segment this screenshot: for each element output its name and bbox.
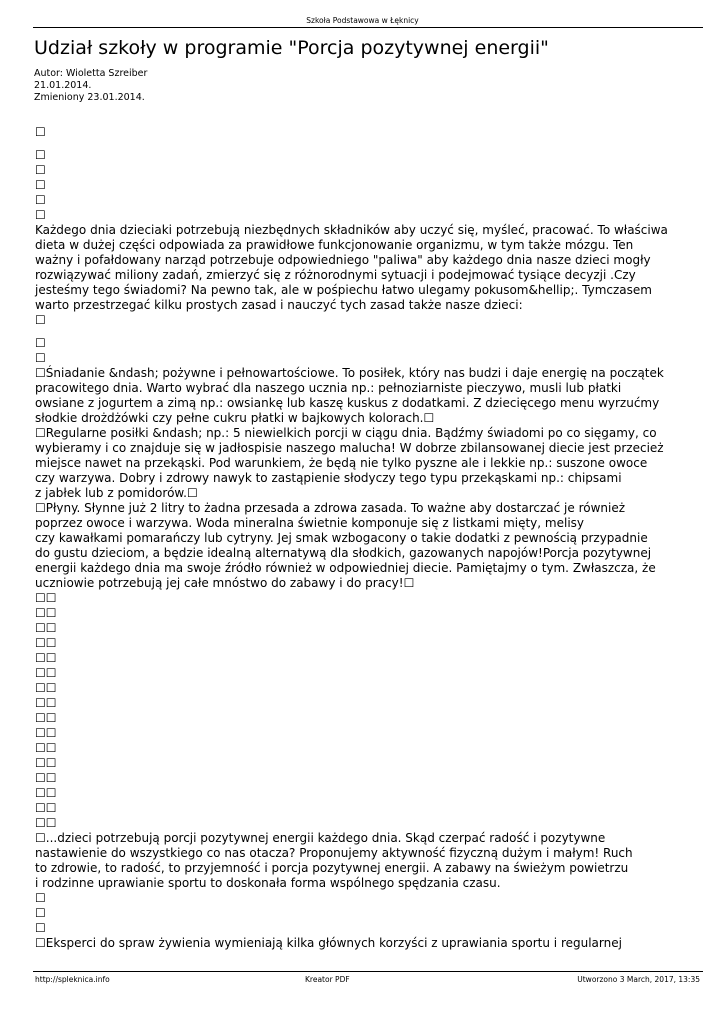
body-text-line: Każdego dnia dzieciaki potrzebują niezbędnych składników aby uczyć się, myśleć, pracować. To właściwa — [35, 223, 668, 237]
body-text-line: wybieramy i co znajduje się w jadłospisie naszego malucha! W dobrze zbilansowanej diecie jest przecież — [35, 441, 664, 455]
body-text-line: ☐ — [35, 193, 46, 207]
body-text-line: ważny i pofałdowany narząd potrzebuje odpowiedniego "paliwa" aby każdego dnia nasze dzieci mogły — [35, 253, 651, 267]
footer-creator: Kreator PDF — [305, 975, 350, 984]
body-text-line: czy warzywa. Dobry i zdrowy nawyk to zastąpienie słodyczy tego typu przekąskami np.: chipsami — [35, 471, 622, 485]
body-text-line: to zdrowie, to radość, to przyjemność i porcja pozytywnej energii. A zabawy na świeżym powietrzu — [35, 861, 629, 875]
body-text-line: ☐☐ — [35, 591, 57, 605]
body-text-line: miejsce nawet na przekąski. Pod warunkiem, że będą nie tylko pyszne ale i lekkie np.: suszone owoce — [35, 456, 648, 470]
body-text-line: pracowitego dnia. Warto wybrać dla naszego ucznia np.: pełnoziarniste pieczywo, musli lub płatki — [35, 381, 622, 395]
body-text-line: ☐☐ — [35, 666, 57, 680]
paragraph-gap — [35, 328, 685, 336]
body-text-line: ☐ — [35, 891, 46, 905]
article-modified: Zmieniony 23.01.2014. — [34, 92, 145, 103]
footer-url: http://spleknica.info — [35, 975, 110, 984]
body-text-line: ☐☐ — [35, 816, 57, 830]
body-text-line: energii każdego dnia ma swoje źródło również w odpowiedniej diecie. Pamiętajmy o tym. Zwłaszcza, że — [35, 561, 656, 575]
footer-divider — [33, 971, 703, 972]
body-text-line: ☐ — [35, 208, 46, 222]
body-text-line: ☐ — [35, 921, 46, 935]
body-text-line: ☐☐ — [35, 786, 57, 800]
footer-created-date: Utworzono 3 March, 2017, 13:35 — [577, 975, 700, 984]
body-text-line: ☐☐ — [35, 606, 57, 620]
body-text-line: ☐☐ — [35, 651, 57, 665]
article-meta — [34, 68, 147, 104]
body-text-line: ☐☐ — [35, 621, 57, 635]
body-text-line: ☐☐ — [35, 756, 57, 770]
body-text-line: ☐☐ — [35, 726, 57, 740]
body-text-line: warto przestrzegać kilku prostych zasad i nauczyć tych zasad także nasze dzieci: — [35, 298, 523, 312]
body-text-line: ☐ — [35, 906, 46, 920]
body-text-line: owsiane z jogurtem a zimą np.: owsiankę lub kaszę kuskus z dodatkami. Z dziecięcego menu wyrzućmy — [35, 396, 660, 410]
body-text-line: ☐☐ — [35, 801, 57, 815]
body-text-line: czy kawałkami pomarańczy lub cytryny. Jej smak wzbogacony o takie dodatki z pewnością przypadnie — [35, 531, 648, 545]
body-text-line: z jabłek lub z pomidorów.☐ — [35, 486, 198, 500]
body-text-line: słodkie drożdżówki czy pełne cukru płatki w bajkowych kolorach.☐ — [35, 411, 435, 425]
body-text-line: ☐☐ — [35, 636, 57, 650]
body-text-line: uczniowie potrzebują jej całe mnóstwo do zabawy i do pracy!☐ — [35, 576, 415, 590]
body-text-line: poprzez owoce i warzywa. Woda mineralna świetnie komponuje się z listkami mięty, melisy — [35, 516, 585, 530]
body-text-line: ☐Śniadanie &ndash; pożywne i pełnowartościowe. To posiłek, który nas budzi i daje energię na początek — [35, 366, 664, 380]
body-text-line: ☐ — [35, 125, 46, 139]
body-text-line: ☐ — [35, 336, 46, 350]
article-date: 21.01.2014. — [34, 80, 92, 91]
body-text-line: ☐☐ — [35, 711, 57, 725]
body-text-line: ☐☐ — [35, 681, 57, 695]
article-author: Autor: Wioletta Szreiber — [34, 68, 148, 79]
body-text-line: dieta w dużej części odpowiada za prawidłowe funkcjonowanie organizmu, w tym także mózgu. Ten — [35, 238, 634, 252]
body-text-line: ☐ — [35, 351, 46, 365]
body-text-line: ☐...dzieci potrzebują porcji pozytywnej energii każdego dnia. Skąd czerpać radość i pozytywne — [35, 831, 606, 845]
body-text-line: ☐ — [35, 163, 46, 177]
body-text-line: ☐Eksperci do spraw żywienia wymieniają kilka głównych korzyści z uprawiania sportu i regularnej — [35, 936, 622, 950]
body-text-line: ☐Płyny. Słynne już 2 litry to żadna przesada a zdrowa zasada. To ważne aby dostarczać je również — [35, 501, 626, 515]
body-text-line: nastawienie do wszystkiego co nas otacza? Proponujemy aktywność fizyczną dużym i małym! Ruch — [35, 846, 633, 860]
body-text-line: ☐ — [35, 148, 46, 162]
body-text-line: ☐ — [35, 178, 46, 192]
article-body — [35, 125, 685, 951]
body-text-line: jesteśmy tego świadomi? Na pewno tak, ale w pośpiechu łatwo ulegamy pokusom&hellip;. Tymczasem — [35, 283, 652, 297]
body-text-line: rozwiązywać miliony zadań, zmierzyć się z różnorodnymi sytuacji i podejmować tysiące decyzji .Czy — [35, 268, 636, 282]
paragraph-gap — [35, 140, 685, 148]
body-text-line: ☐ — [35, 313, 46, 327]
header-school-name: Szkoła Podstawowa w Łęknicy — [306, 16, 419, 25]
body-text-line: i rodzinne uprawianie sportu to doskonała forma wspólnego spędzania czasu. — [35, 876, 501, 890]
body-text-line: ☐Regularne posiłki &ndash; np.: 5 niewielkich porcji w ciągu dnia. Bądźmy świadomi po co sięgamy, co — [35, 426, 657, 440]
body-text-line: ☐☐ — [35, 696, 57, 710]
footer — [35, 975, 700, 984]
body-text-line: ☐☐ — [35, 771, 57, 785]
article-title: Udział szkoły w programie "Porcja pozytywnej energii" — [34, 37, 549, 59]
body-text-line: ☐☐ — [35, 741, 57, 755]
header-divider — [33, 27, 703, 28]
body-text-line: do gustu dzieciom, a będzie idealną alternatywą dla słodkich, gazowanych napojów!Porcja pozytywnej — [35, 546, 652, 560]
